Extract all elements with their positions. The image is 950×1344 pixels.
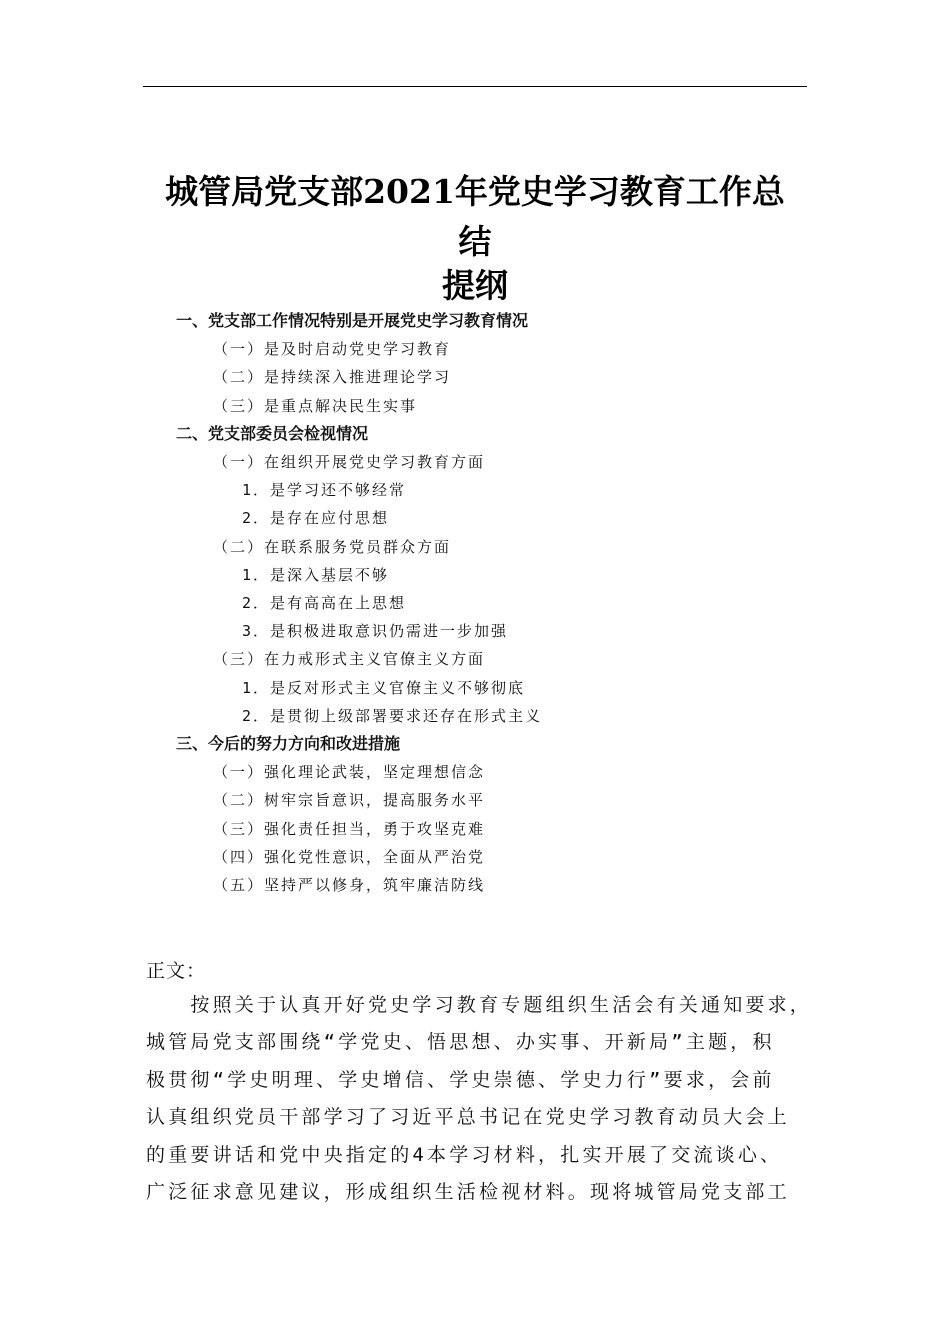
outline-item-level-1: 一、党支部工作情况特别是开展党史学习教育情况	[176, 311, 529, 330]
document-title-line-2: 结	[458, 222, 492, 261]
body-label: 正文：	[146, 960, 207, 982]
outline-item-level-1: 二、党支部委员会检视情况	[176, 423, 369, 443]
body-paragraph-line: 广泛征求意见建议，形成组织生活检视材料。现将城管局党支部工	[146, 1181, 790, 1203]
document-title-line-1: 城管局党支部2021年党史学习教育工作总	[165, 172, 785, 211]
outline-item-level-2: （五）坚持严以修身，筑牢廉洁防线	[213, 876, 486, 894]
outline-item-level-3: 1．是学习还不够经常	[242, 481, 407, 500]
outline-item-level-1: 三、今后的努力方向和改进措施	[176, 734, 401, 753]
outline-item-level-3: 3．是积极进取意识仍需进一步加强	[242, 622, 509, 641]
outline-item-level-2: （三）是重点解决民生实事	[213, 396, 418, 415]
body-paragraph-line: 按照关于认真开好党史学习教育专题组织生活会有关通知要求，	[146, 994, 813, 1016]
outline-item-level-2: （三）强化责任担当，勇于攻坚克难	[213, 819, 486, 838]
outline-item-level-3: 1．是深入基层不够	[242, 565, 390, 584]
outline-item-level-3: 2．是存在应付思想	[242, 509, 390, 528]
body-paragraph-line: 的重要讲话和党中央指定的4本学习材料，扎实开展了交流谈心、	[146, 1143, 783, 1166]
outline-item-level-3: 2．是贯彻上级部署要求还存在形式主义	[242, 706, 543, 725]
outline-item-level-2: （一）强化理论武装，坚定理想信念	[213, 763, 486, 782]
header-rule	[143, 86, 807, 87]
body-paragraph-line: 极贯彻“学史明理、学史增信、学史崇德、学史力行”要求，会前	[146, 1068, 775, 1091]
outline-item-level-2: （二）在联系服务党员群众方面	[213, 537, 452, 556]
body-paragraph-line: 城管局党支部围绕“学党史、悟思想、办实事、开新局”主题，积	[146, 1031, 775, 1054]
outline-item-level-2: （四）强化党性意识，全面从严治党	[213, 847, 486, 866]
outline-item-level-2: （二）是持续深入推进理论学习	[213, 368, 452, 387]
outline-item-level-2: （三）在力戒形式主义官僚主义方面	[213, 650, 486, 669]
document-title-line-3: 提纲	[442, 266, 508, 305]
outline-item-level-2: （一）是及时启动党史学习教育	[213, 340, 452, 359]
outline-item-level-3: 1．是反对形式主义官僚主义不够彻底	[242, 678, 526, 697]
outline-item-level-2: （二）树牢宗旨意识，提高服务水平	[213, 791, 486, 810]
outline-item-level-2: （一）在组织开展党史学习教育方面	[213, 453, 486, 471]
body-paragraph-line: 认真组织党员干部学习了习近平总书记在党史学习教育动员大会上	[146, 1106, 790, 1129]
outline-item-level-3: 2．是有高高在上思想	[242, 594, 407, 612]
